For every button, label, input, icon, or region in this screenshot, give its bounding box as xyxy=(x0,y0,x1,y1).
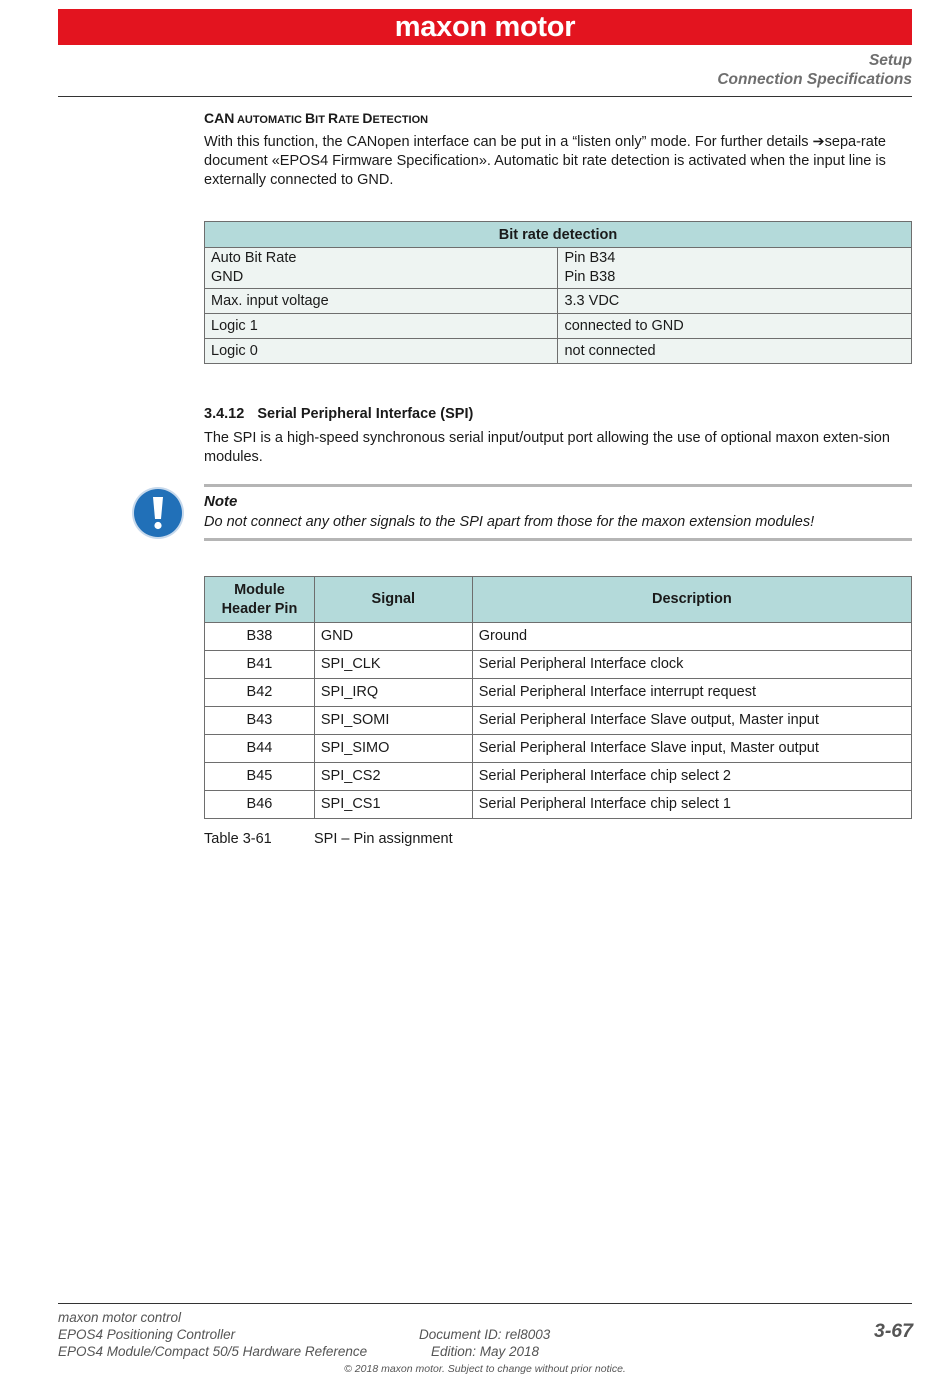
table-caption xyxy=(204,831,912,847)
table-row xyxy=(205,679,912,707)
signal-cell: SPI_IRQ xyxy=(314,679,472,707)
description-cell: Serial Peripheral Interface clock xyxy=(472,651,911,679)
table-header-row xyxy=(205,577,912,623)
pin-cell: B42 xyxy=(205,679,315,707)
table-row xyxy=(205,248,912,289)
table-cell xyxy=(205,248,558,289)
heading-part: ATE xyxy=(338,114,363,126)
header-text: Module xyxy=(234,581,285,598)
section-number: 3.4.12 xyxy=(204,406,245,422)
header-pin xyxy=(205,577,315,623)
description-cell: Serial Peripheral Interface chip select 1 xyxy=(472,791,911,819)
description-cell: Serial Peripheral Interface interrupt request xyxy=(472,679,911,707)
table-cell xyxy=(558,248,912,289)
table-row xyxy=(205,791,912,819)
table-cell: Logic 1 xyxy=(205,314,558,339)
note-text: Do not connect any other signals to the SPI apart from those for the maxon extension modules! xyxy=(204,514,815,530)
spi-paragraph: The SPI is a high-speed synchronous serial input/output port allowing the use of optional maxon exten-sion modules. xyxy=(204,430,890,465)
footer-rule xyxy=(58,1303,912,1304)
heading-part: ETECTION xyxy=(372,114,429,126)
header-text: Header Pin xyxy=(221,600,298,617)
section-title: Serial Peripheral Interface (SPI) xyxy=(257,406,474,422)
heading-part: R xyxy=(328,110,339,126)
table-cell: 3.3 VDC xyxy=(558,289,912,314)
bitrate-table-title: Bit rate detection xyxy=(205,222,912,248)
footer-line: EPOS4 Positioning Controller xyxy=(58,1327,236,1342)
caption-label: Table 3-61 xyxy=(204,831,272,847)
can-auto-heading xyxy=(204,110,912,126)
description-cell: Serial Peripheral Interface chip select 2 xyxy=(472,763,911,791)
heading-part: IT xyxy=(315,114,328,126)
cell-text: Auto Bit Rate xyxy=(211,250,297,266)
pin-cell: B45 xyxy=(205,763,315,791)
caption-text: SPI – Pin assignment xyxy=(314,831,453,847)
bitrate-table xyxy=(204,221,912,364)
table-cell: Max. input voltage xyxy=(205,289,558,314)
header-rule xyxy=(58,96,912,97)
description-cell: Ground xyxy=(472,623,911,651)
table-cell: not connected xyxy=(558,339,912,364)
footer-left xyxy=(58,1309,367,1360)
page-number: 3-67 xyxy=(873,1320,913,1342)
description-cell: Serial Peripheral Interface Slave input, Master output xyxy=(472,735,911,763)
heading-part: B xyxy=(305,110,316,126)
header-description: Description xyxy=(472,577,911,623)
paragraph-text: sepa-rate document «EPOS4 Firmware Specification». Automatic bit rate detection is activated when the input line is externally connected to GND. xyxy=(204,134,886,188)
signal-cell: SPI_SOMI xyxy=(314,707,472,735)
pin-cell: B38 xyxy=(205,623,315,651)
spi-table xyxy=(204,576,912,819)
can-auto-paragraph xyxy=(204,133,912,190)
note-title: Note xyxy=(204,493,238,510)
table-row xyxy=(205,314,912,339)
table-row xyxy=(205,289,912,314)
table-cell: Logic 0 xyxy=(205,339,558,364)
pin-cell: B41 xyxy=(205,651,315,679)
copyright-notice: © 2018 maxon motor. Subject to change without prior notice. xyxy=(344,1363,626,1375)
pin-cell: B44 xyxy=(205,735,315,763)
table-row xyxy=(205,707,912,735)
signal-cell: SPI_SIMO xyxy=(314,735,472,763)
footer-line: EPOS4 Module/Compact 50/5 Hardware Reference xyxy=(58,1344,368,1359)
signal-cell: SPI_CS1 xyxy=(314,791,472,819)
signal-cell: SPI_CLK xyxy=(314,651,472,679)
description-cell: Serial Peripheral Interface Slave output, Master input xyxy=(472,707,911,735)
signal-cell: SPI_CS2 xyxy=(314,763,472,791)
header-subsection: Connection Specifications xyxy=(717,71,912,88)
header-signal: Signal xyxy=(314,577,472,623)
brand-banner xyxy=(58,9,912,45)
header-section: Setup xyxy=(868,52,912,69)
table-row xyxy=(205,651,912,679)
table-row xyxy=(205,623,912,651)
heading-part: CAN xyxy=(204,110,235,126)
cell-text: Pin B34 xyxy=(564,250,616,266)
pin-cell: B46 xyxy=(205,791,315,819)
heading-part: D xyxy=(362,110,373,126)
running-header xyxy=(717,51,912,89)
heading-part: AUTOMATIC xyxy=(234,114,306,126)
pin-cell: B43 xyxy=(205,707,315,735)
footer-document-id: Document ID: rel8003 xyxy=(419,1327,551,1342)
cell-text: GND xyxy=(211,269,244,285)
bitrate-table-wrapper xyxy=(204,221,912,364)
table-cell: connected to GND xyxy=(558,314,912,339)
spi-table-wrapper xyxy=(204,576,912,819)
arrow-icon: ➔ xyxy=(812,134,825,150)
signal-cell: GND xyxy=(314,623,472,651)
brand-logo-text: maxon motor xyxy=(394,10,576,43)
spi-section-heading xyxy=(204,406,912,422)
footer-line: maxon motor control xyxy=(58,1310,182,1325)
table-row xyxy=(205,735,912,763)
paragraph-text: With this function, the CANopen interface can be put in a “listen only” mode. For further details xyxy=(204,134,813,150)
footer-edition: Edition: May 2018 xyxy=(431,1344,540,1359)
table-row xyxy=(205,339,912,364)
exclamation-icon xyxy=(134,489,182,537)
cell-text: Pin B38 xyxy=(564,269,616,285)
note-box xyxy=(204,484,912,541)
table-row xyxy=(205,763,912,791)
